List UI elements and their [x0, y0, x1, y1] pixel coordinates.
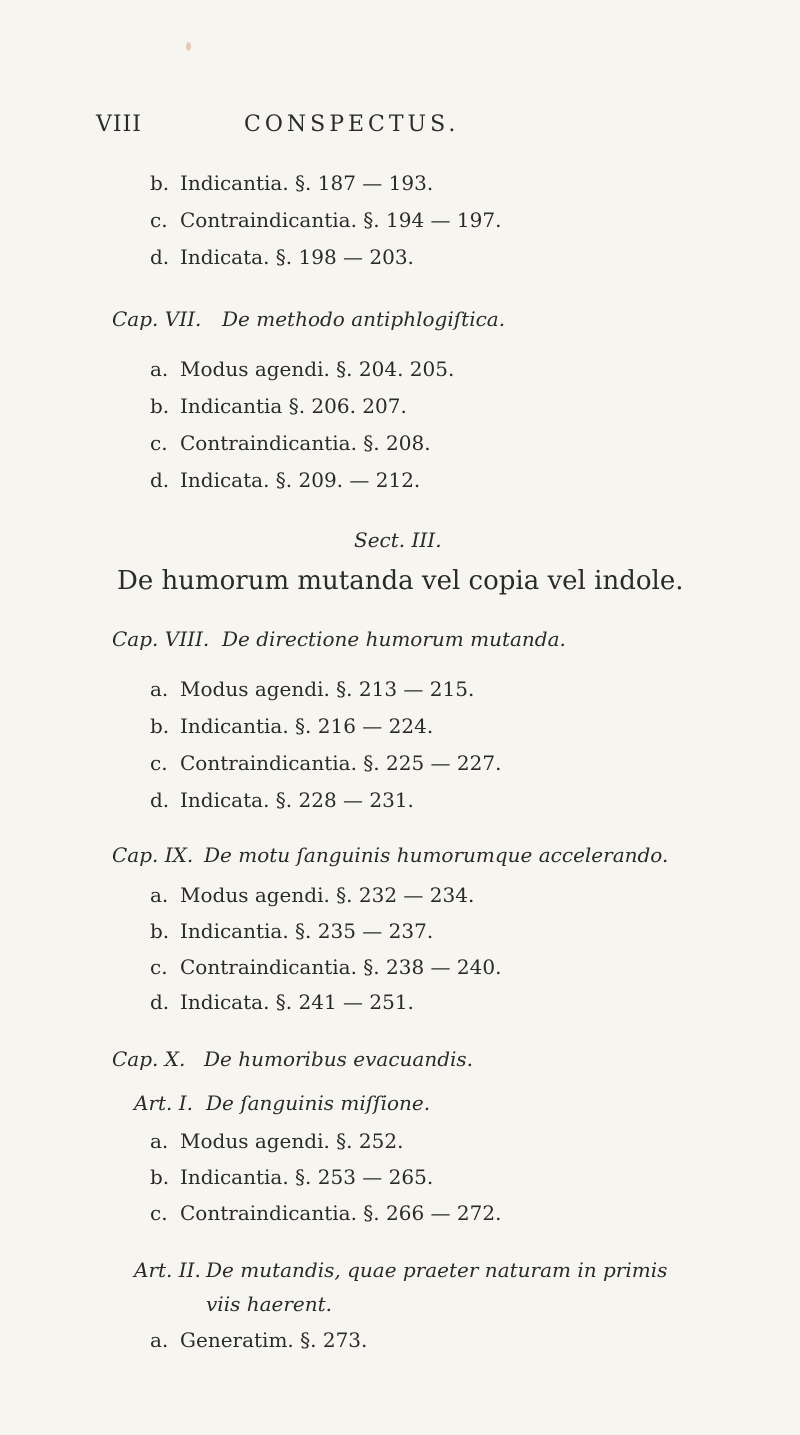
list-item: d. Indicata. §. 241 — 251. — [150, 990, 414, 1014]
list-item: b. Indicantia. §. 253 — 265. — [150, 1165, 434, 1189]
chapter-heading: Cap. X. De humoribus evacuandis. — [112, 1047, 474, 1071]
article-heading-continuation: viis haerent. — [206, 1292, 333, 1316]
chapter-heading: Cap. VIII. De directione humorum mutanda. — [112, 627, 566, 651]
list-item: b. Indicantia §. 206. 207. — [150, 394, 407, 418]
section-label: Sect. III. — [354, 528, 442, 552]
list-item: a. Modus agendi. §. 213 — 215. — [150, 677, 475, 701]
list-item: d. Indicata. §. 198 — 203. — [150, 245, 414, 269]
list-item: b. Indicantia. §. 235 — 237. — [150, 919, 434, 943]
list-item: c. Contraindicantia. §. 194 — 197. — [150, 208, 502, 232]
article-heading: Art. I. De ſanguinis miſſione. — [134, 1091, 431, 1115]
list-item: b. Indicantia. §. 187 — 193. — [150, 171, 434, 195]
list-item: c. Contraindicantia. §. 208. — [150, 431, 431, 455]
list-item: a. Modus agendi. §. 232 — 234. — [150, 883, 475, 907]
list-item: a. Modus agendi. §. 252. — [150, 1129, 404, 1153]
section-heading: De humorum mutanda vel copia vel indole. — [117, 566, 684, 596]
list-item: d. Indicata. §. 209. — 212. — [150, 468, 421, 492]
list-item: c. Contraindicantia. §. 238 — 240. — [150, 955, 502, 979]
chapter-heading: Cap. IX. De motu ſanguinis humorumque accelerando. — [112, 843, 669, 867]
list-item: c. Contraindicantia. §. 225 — 227. — [150, 751, 502, 775]
running-title: CONSPECTUS. — [244, 112, 460, 137]
page-number: VIII — [96, 112, 142, 137]
list-item: d. Indicata. §. 228 — 231. — [150, 788, 414, 812]
list-item: a. Modus agendi. §. 204. 205. — [150, 357, 455, 381]
list-item: a. Generatim. §. 273. — [150, 1328, 368, 1352]
paper-stain — [186, 42, 191, 51]
list-item: b. Indicantia. §. 216 — 224. — [150, 714, 434, 738]
article-heading: Art. II. De mutandis, quae praeter naturam in primis — [134, 1258, 668, 1282]
list-item: c. Contraindicantia. §. 266 — 272. — [150, 1201, 502, 1225]
running-header — [0, 112, 800, 142]
chapter-heading: Cap. VII. De methodo antiphlogiſtica. — [112, 307, 506, 331]
